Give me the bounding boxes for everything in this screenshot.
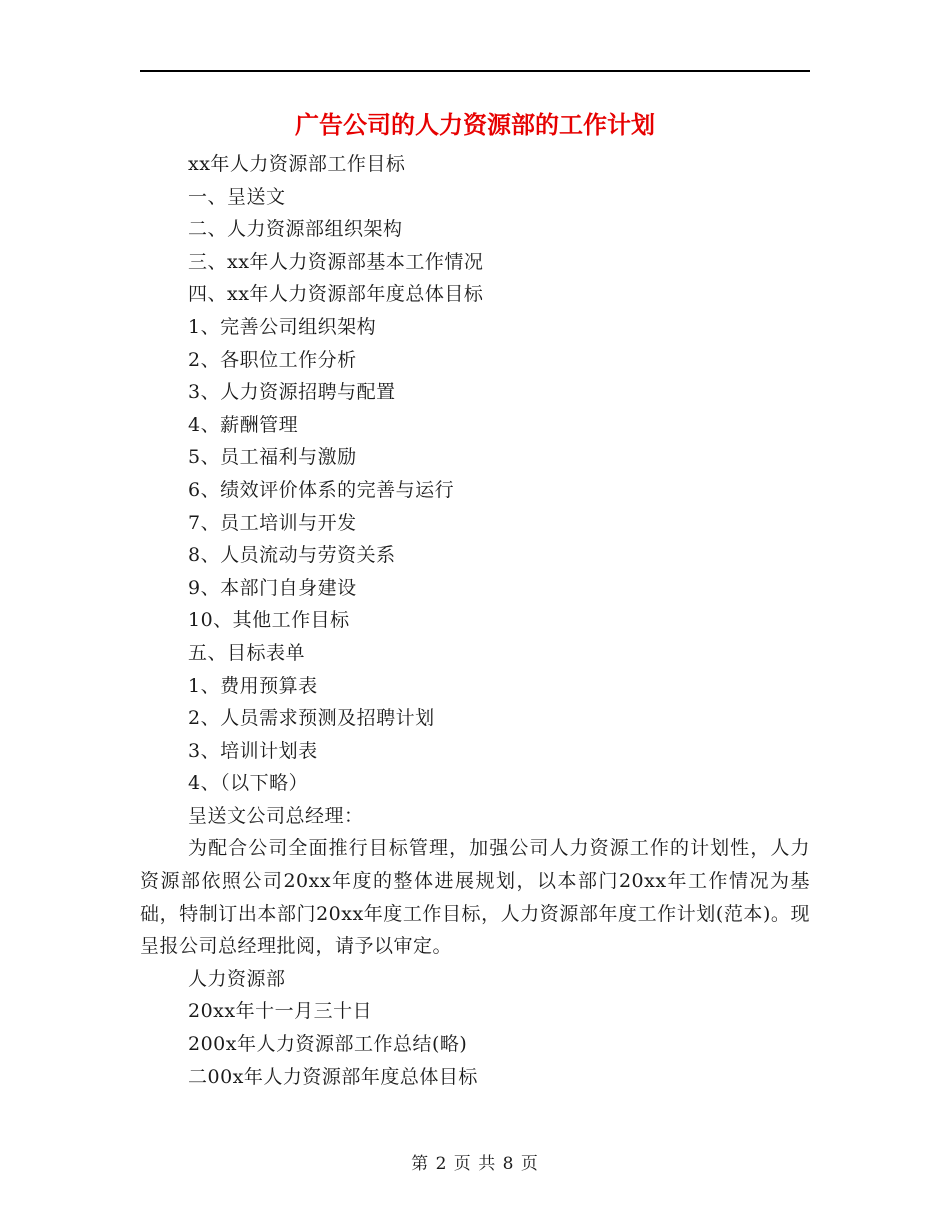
body-line: 200x年人力资源部工作总结(略) [188, 1033, 468, 1056]
body-line: 一、呈送文 [188, 185, 286, 208]
body-line: 1、完善公司组织架构 [188, 315, 377, 338]
body-line: 9、本部门自身建设 [188, 576, 357, 599]
body-line: 3、培训计划表 [188, 739, 318, 762]
body-line: 7、员工培训与开发 [188, 511, 357, 534]
page-number-footer: 第 2 页 共 8 页 [411, 1154, 539, 1174]
body-line: 3、人力资源招聘与配置 [188, 381, 396, 404]
document-title: 广告公司的人力资源部的工作计划 [295, 111, 655, 139]
body-line: 4、薪酬管理 [188, 413, 299, 436]
body-line: 呈送文公司总经理： [188, 804, 364, 827]
body-line: 2、人员需求预测及招聘计划 [188, 707, 435, 730]
body-line: 三、xx年人力资源部基本工作情况 [188, 250, 484, 273]
body-line: 1、费用预算表 [188, 674, 318, 697]
document-body [140, 148, 810, 1093]
body-line: 8、人员流动与劳资关系 [188, 544, 396, 567]
body-line: 二、人力资源部组织架构 [188, 218, 403, 241]
body-line: 6、绩效评价体系的完善与运行 [188, 478, 455, 501]
body-line: 5、员工福利与激励 [188, 446, 357, 469]
header-rule [140, 70, 810, 72]
body-line: 人力资源部 [188, 967, 286, 990]
body-line: 五、目标表单 [188, 641, 306, 664]
body-line: 20xx年十一月三十日 [188, 1000, 373, 1023]
body-paragraph: 为配合公司全面推行目标管理，加强公司人力资源工作的计划性，人力资源部依照公司20xx年度的整体进展规划，以本部门20xx年工作情况为基础，特制订出本部门20xx年度工作目标，人力资源部年度工作计划(范本)。现呈报公司总经理批阅，请予以审定。 [140, 837, 810, 958]
body-line: xx年人力资源部工作目标 [188, 153, 406, 175]
body-line: 4、（以下略） [188, 772, 309, 795]
body-line: 10、其他工作目标 [188, 609, 350, 632]
body-line: 二00x年人力资源部年度总体目标 [188, 1065, 478, 1088]
body-line: 2、各职位工作分析 [188, 348, 357, 371]
body-line: 四、xx年人力资源部年度总体目标 [188, 283, 484, 306]
